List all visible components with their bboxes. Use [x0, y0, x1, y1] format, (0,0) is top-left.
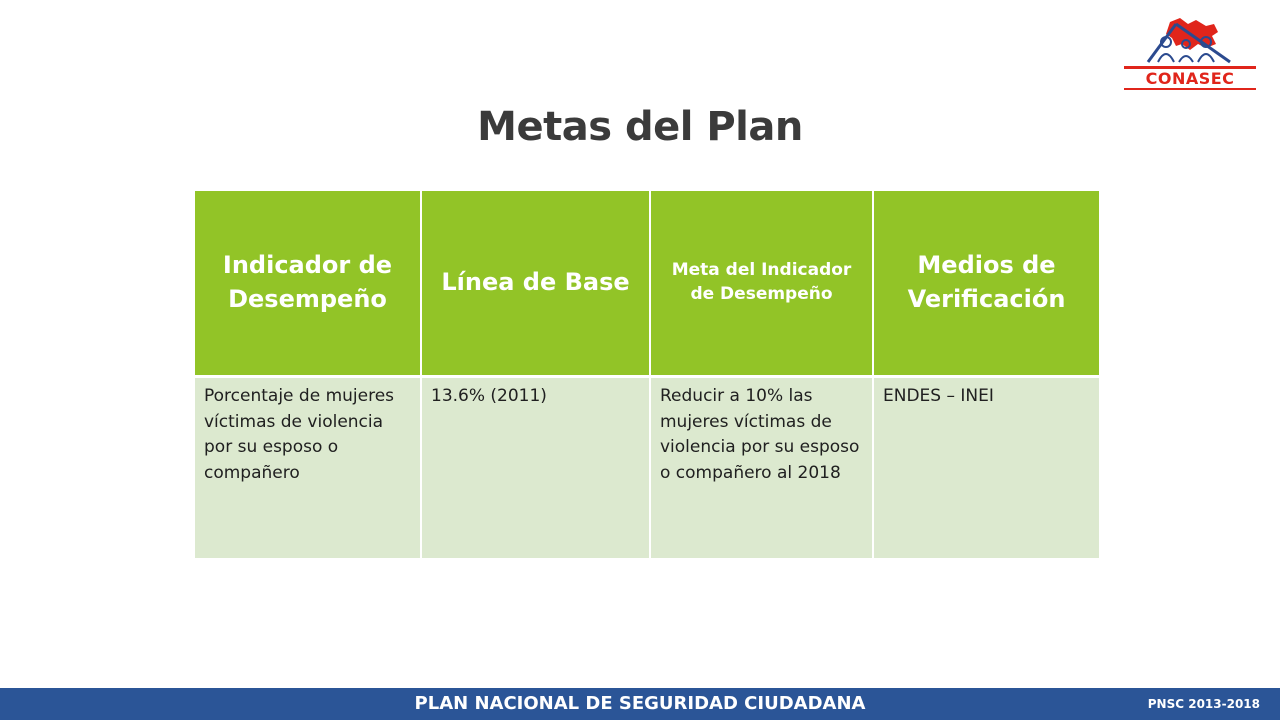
header-indicador: Indicador de Desempeño — [195, 191, 421, 377]
table-row — [195, 377, 1099, 559]
footer-tag: PNSC 2013-2018 — [1147, 697, 1260, 711]
footer-bar — [0, 688, 1280, 720]
cell-indicador: Porcentaje de mujeres víctimas de violencia por su esposo o compañero — [195, 377, 421, 559]
footer-title: PLAN NACIONAL DE SEGURIDAD CIUDADANA — [414, 693, 866, 714]
cell-medios: ENDES – INEI — [873, 377, 1099, 559]
conasec-logo — [1118, 14, 1262, 96]
header-meta: Meta del Indicador de Desempeño — [650, 191, 873, 377]
header-medios: Medios de Verificación — [873, 191, 1099, 377]
slide-title: Metas del Plan — [477, 104, 803, 150]
metas-table — [195, 191, 1099, 558]
cell-linea-base: 13.6% (2011) — [421, 377, 650, 559]
logo-text: CONASEC — [1145, 69, 1235, 88]
table-header-row — [195, 191, 1099, 377]
header-linea-base: Línea de Base — [421, 191, 650, 377]
cell-meta: Reducir a 10% las mujeres víctimas de violencia por su esposo o compañero al 2018 — [650, 377, 873, 559]
